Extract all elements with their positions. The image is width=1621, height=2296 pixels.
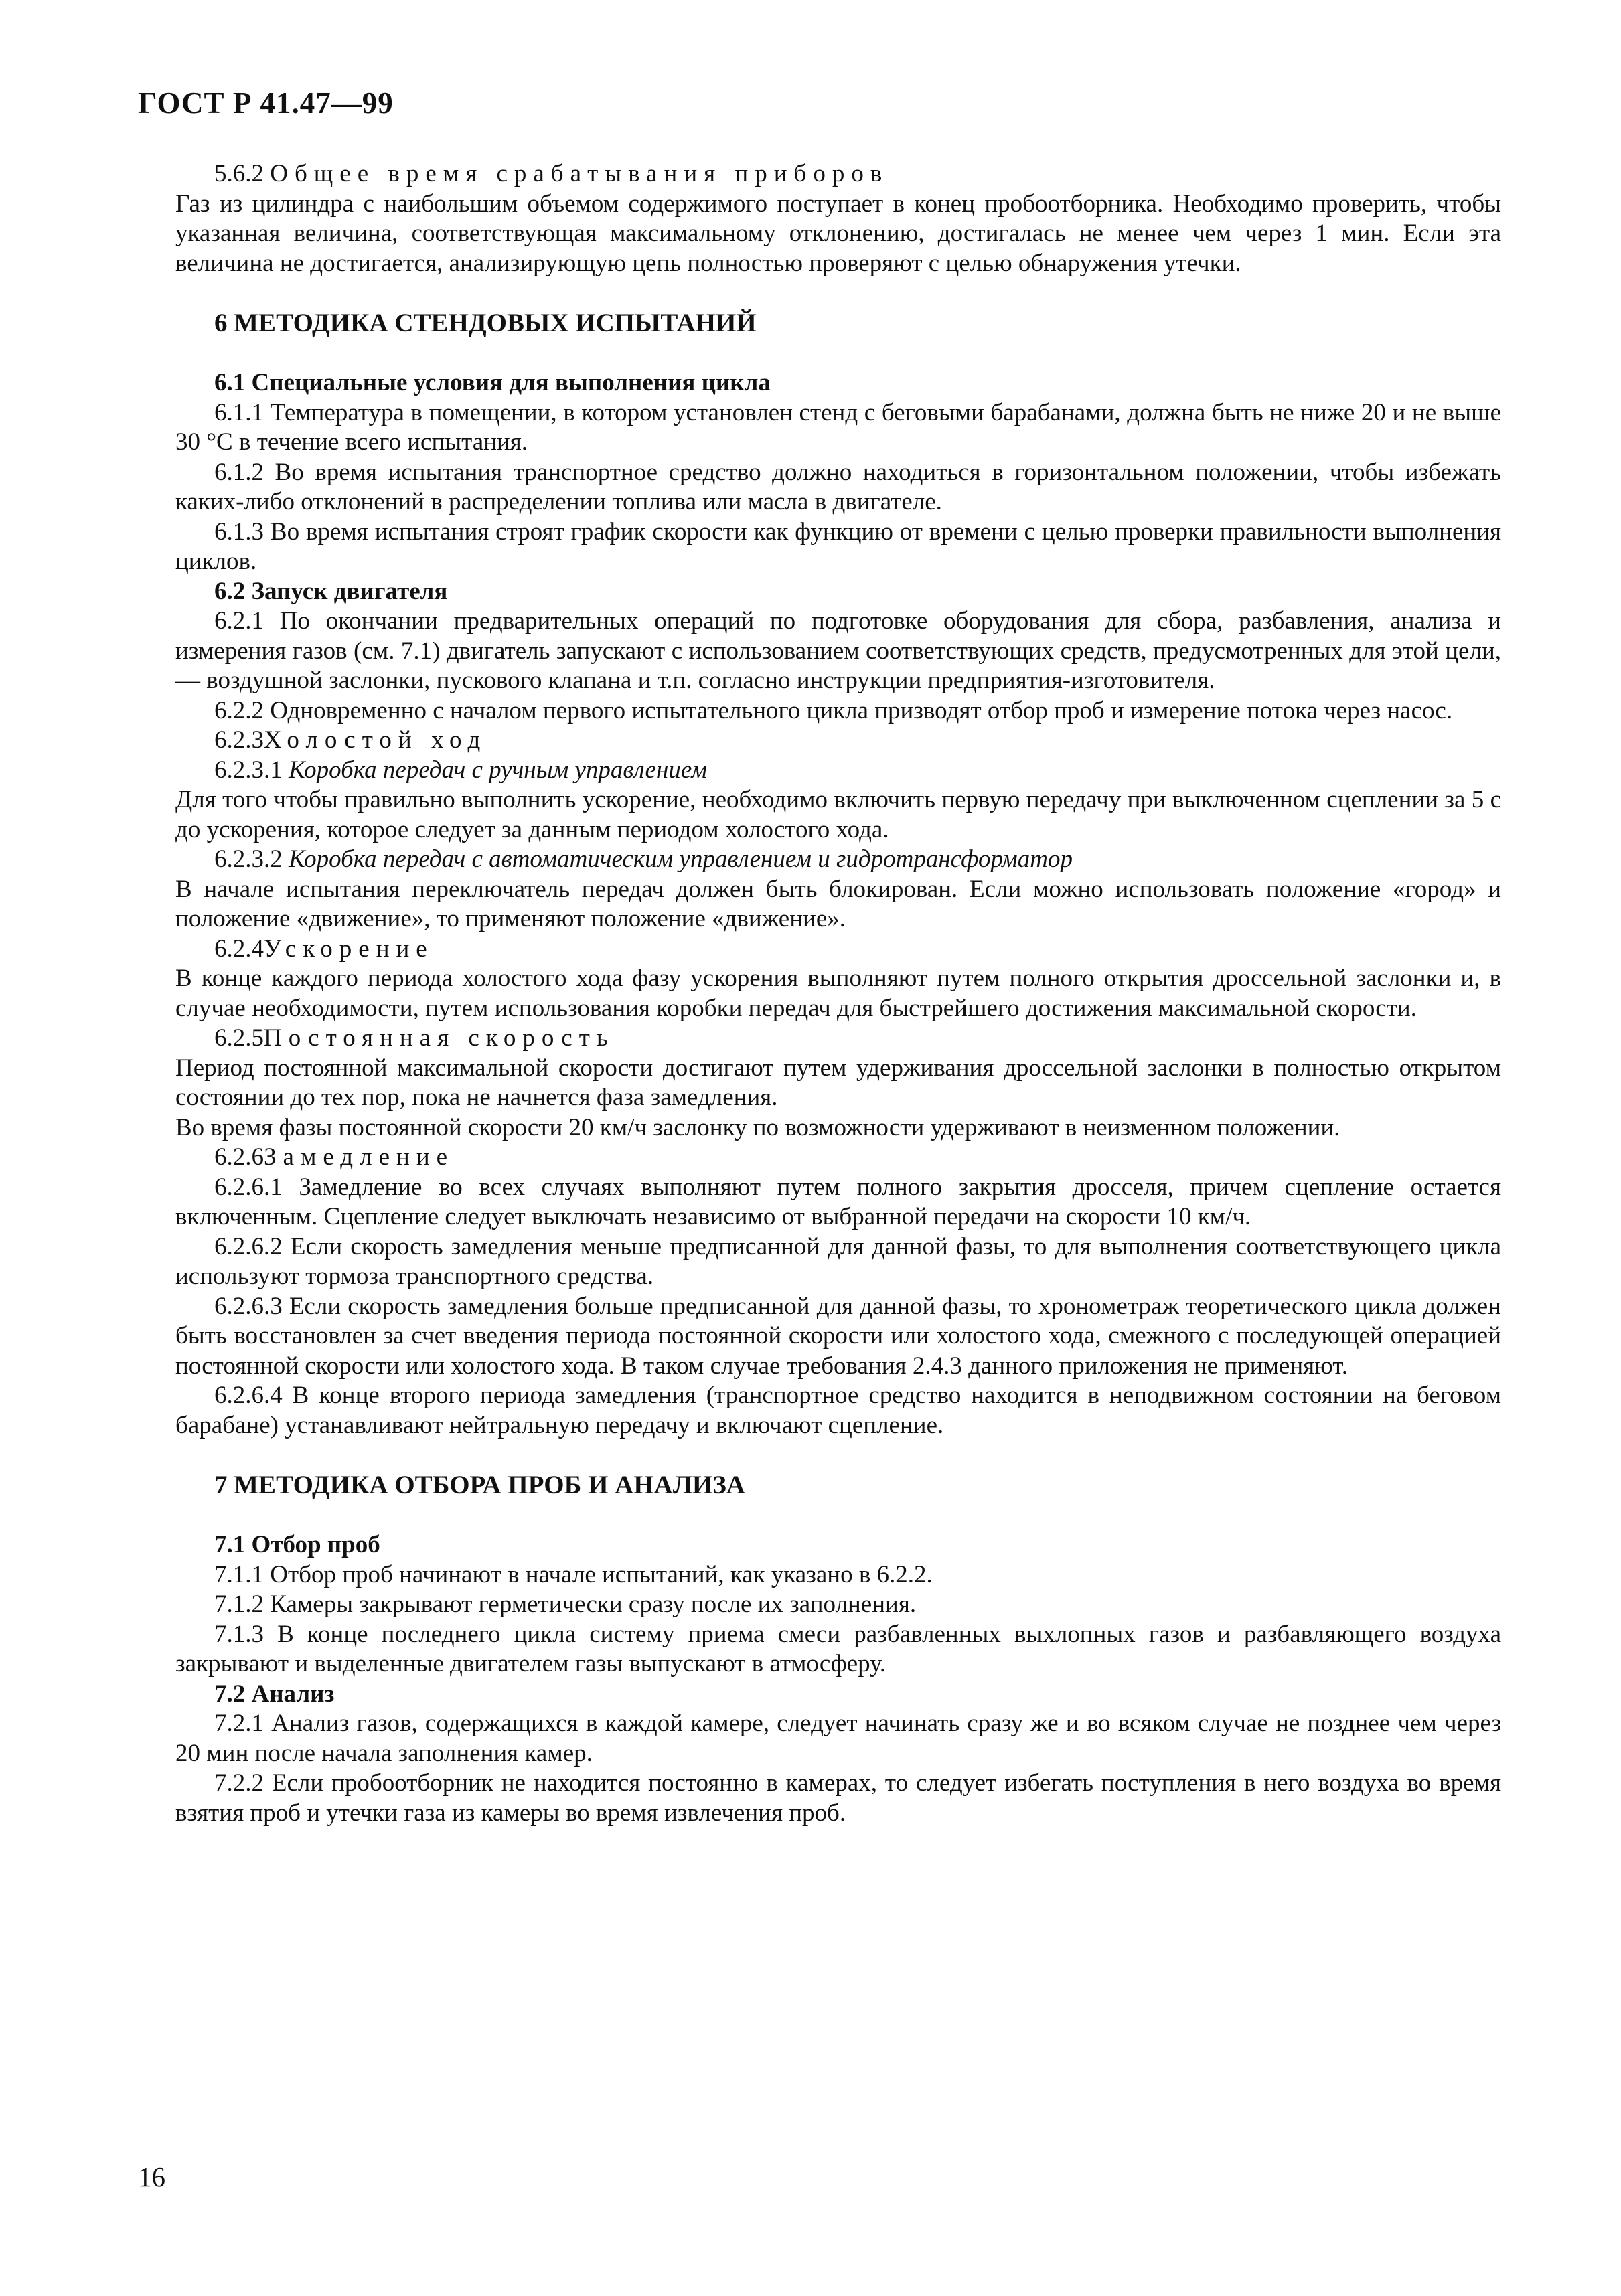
clause-number: 6.2.3.1 bbox=[214, 756, 283, 784]
clause-6-2-3-1-heading bbox=[175, 756, 1501, 786]
subsection-6-2-heading: 6.2 Запуск двигателя bbox=[214, 577, 448, 605]
paragraph: Период постоянной максимальной скорости достигают путем удерживания дроссельной заслонки в полностью открытом состоянии до тех пор, пока не начнется фаза замедления. bbox=[175, 1054, 1501, 1111]
clause-6-2-6-heading bbox=[175, 1143, 1501, 1173]
clause-5-6-2-heading bbox=[175, 159, 1501, 189]
paragraph: 6.2.6.3 Если скорость замедления больше предписанной для данной фазы, то хронометраж теоретического цикла должен быть восстановлен за счет введения периода постоянной скорости или холостого хода, смежного с последующей операцией постоянной скорости или холостого хода. В таком случае требования 2.4.3 данного приложения не применяют. bbox=[175, 1292, 1501, 1380]
clause-number: 6.2.3.2 bbox=[214, 845, 283, 873]
paragraph: В начале испытания переключатель передач должен быть блокирован. Если можно использовать положение «город» и положение «движение», то применяют положение «движение». bbox=[175, 875, 1501, 932]
paragraph: 6.2.1 По окончании предварительных операций по подготовке оборудования для сбора, разбавления, анализа и измерения газов (см. 7.1) двигатель запускают с использованием соответствующих средств, предусмотренных для этой цели, — воздушной заслонки, пускового клапана и т.п. согласно инструкции предприятия-изготовителя. bbox=[175, 607, 1501, 694]
clause-number: 6.2.4 bbox=[214, 934, 264, 963]
clause-title: Коробка передач с автоматическим управлением и гидротрансформатор bbox=[289, 845, 1073, 873]
subsection-7-2-heading: 7.2 Анализ bbox=[214, 1679, 335, 1708]
paragraph: 6.2.6.1 Замедление во всех случаях выполняют путем полного закрытия дросселя, причем сцепление остается включенным. Сцепление следует выключать независимо от выбранной передачи на скорости 10 км/ч. bbox=[175, 1173, 1501, 1230]
clause-6-2-3-2-heading bbox=[175, 845, 1501, 875]
page-number: 16 bbox=[138, 2161, 165, 2192]
paragraph: Газ из цилиндра с наибольшим объемом содержимого поступает в конец пробоотборника. Необходимо проверить, чтобы указанная величина, соответствующая максимальному отклонению, достигалась не менее чем через 1 мин. Если эта величина не достигается, анализирующую цепь полностью проверяют с целью обнаружения утечки. bbox=[175, 189, 1501, 277]
clause-title: Ускорение bbox=[264, 934, 434, 963]
paragraph: Для того чтобы правильно выполнить ускорение, необходимо включить первую передачу при выключенном сцеплении за 5 с до ускорения, которое следует за данным периодом холостого хода. bbox=[175, 786, 1501, 843]
clause-6-2-3-heading bbox=[175, 726, 1501, 756]
paragraph: 6.2.2 Одновременно с началом первого испытательного цикла призводят отбор проб и измерение потока через насос. bbox=[214, 696, 1453, 724]
clause-title: Постоянная скорость bbox=[264, 1024, 615, 1052]
paragraph: 6.1.1 Температура в помещении, в котором установлен стенд с беговыми барабанами, должна быть не ниже 20 и не выше 30 °С в течение всего испытания. bbox=[175, 398, 1501, 456]
paragraph: 6.1.3 Во время испытания строят график скорости как функцию от времени с целью проверки правильности выполнения циклов. bbox=[175, 517, 1501, 575]
paragraph: В конце каждого периода холостого хода фазу ускорения выполняют путем полного открытия дроссельной заслонки и, в случае необходимости, путем использования коробки передач для быстрейшего достижения максимальной скорости. bbox=[175, 965, 1501, 1022]
subsection-7-1-heading: 7.1 Отбор проб bbox=[214, 1531, 380, 1558]
clause-6-2-4-heading bbox=[175, 934, 1501, 965]
paragraph: 7.1.2 Камеры закрывают герметически сразу после их заполнения. bbox=[214, 1590, 917, 1618]
subsection-6-1-heading: 6.1 Специальные условия для выполнения цикла bbox=[214, 369, 771, 396]
clause-title: Замедление bbox=[264, 1143, 455, 1171]
clause-title: Коробка передач с ручным управлением bbox=[289, 756, 707, 784]
clause-title: Общее время срабатывания приборов bbox=[270, 160, 889, 187]
paragraph: 6.2.6.2 Если скорость замедления меньше предписанной для данной фазы, то для выполнения соответствующего цикла используют тормоза транспортного средства. bbox=[175, 1232, 1501, 1290]
clause-number: 6.2.6 bbox=[214, 1143, 264, 1171]
section-6-heading: 6 МЕТОДИКА СТЕНДОВЫХ ИСПЫТАНИЙ bbox=[214, 309, 757, 337]
clause-number: 5.6.2 bbox=[214, 160, 264, 187]
clause-number: 6.2.3 bbox=[214, 726, 264, 754]
paragraph: Во время фазы постоянной скорости 20 км/ч заслонку по возможности удерживают в неизменном положении. bbox=[175, 1113, 1340, 1141]
page-content bbox=[175, 159, 1501, 1828]
paragraph: 7.2.1 Анализ газов, содержащихся в каждой камере, следует начинать сразу же и во всяком случае не позднее чем через 20 мин после начала заполнения камер. bbox=[175, 1710, 1501, 1767]
section-7-heading: 7 МЕТОДИКА ОТБОРА ПРОБ И АНАЛИЗА bbox=[214, 1471, 745, 1499]
clause-title: Холостой ход bbox=[264, 726, 487, 754]
paragraph: 7.1.1 Отбор проб начинают в начале испытаний, как указано в 6.2.2. bbox=[214, 1560, 933, 1588]
document-code-header: ГОСТ Р 41.47—99 bbox=[138, 86, 394, 120]
paragraph: 6.1.2 Во время испытания транспортное средство должно находиться в горизонтальном положении, чтобы избежать каких-либо отклонений в распределении топлива или масла в двигателе. bbox=[175, 458, 1501, 515]
clause-number: 6.2.5 bbox=[214, 1024, 264, 1052]
clause-6-2-5-heading bbox=[175, 1023, 1501, 1054]
paragraph: 7.2.2 Если пробоотборник не находится постоянно в камерах, то следует избегать поступления в него воздуха во время взятия проб и утечки газа из камеры во время извлечения проб. bbox=[175, 1769, 1501, 1827]
paragraph: 7.1.3 В конце последнего цикла систему приема смеси разбавленных выхлопных газов и разбавляющего воздуха закрывают и выделенные двигателем газы выпускают в атмосферу. bbox=[175, 1620, 1501, 1677]
paragraph: 6.2.6.4 В конце второго периода замедления (транспортное средство находится в неподвижном состоянии на беговом барабане) устанавливают нейтральную передачу и включают сцепление. bbox=[175, 1382, 1501, 1439]
